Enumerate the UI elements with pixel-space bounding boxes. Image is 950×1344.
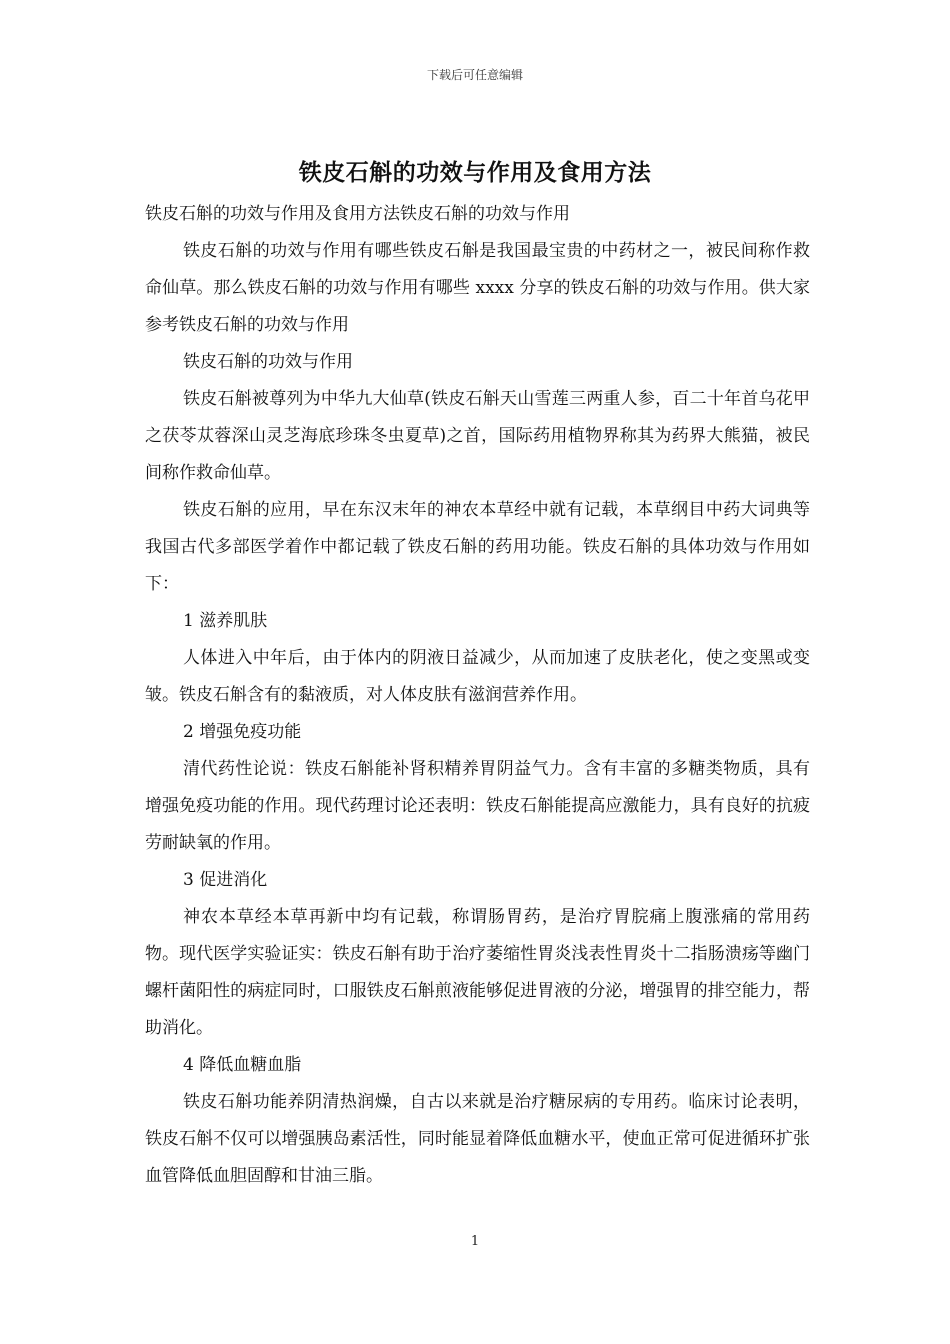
section-heading: 1 滋养肌肤: [183, 611, 268, 631]
paragraph: 人体进入中年后，由于体内的阴液日益减少，从而加速了皮肤老化，使之变黑或变皱。铁皮石斛含有的黏液质，对人体皮肤有滋润营养作用。: [145, 648, 810, 705]
paragraph: 铁皮石斛的应用，早在东汉末年的神农本草经中就有记载，本草纲目中药大词典等我国古代多部医学着作中都记载了铁皮石斛的药用功能。铁皮石斛的具体功效与作用如下：: [145, 500, 810, 594]
paragraph: 铁皮石斛被尊列为中华九大仙草(铁皮石斛天山雪莲三两重人参，百二十年首乌花甲之茯苓苁蓉深山灵芝海底珍珠冬虫夏草)之首，国际药用植物界称其为药界大熊猫，被民间称作救命仙草。: [145, 389, 810, 483]
paragraph-subtitle: 铁皮石斛的功效与作用及食用方法铁皮石斛的功效与作用: [145, 204, 570, 224]
page-number: 1: [470, 1234, 480, 1249]
paragraph: 铁皮石斛功能养阴清热润燥，自古以来就是治疗糖尿病的专用药。临床讨论表明，铁皮石斛不仅可以增强胰岛素活性，同时能显着降低血糖水平，使血正常可促进循环扩张血管降低血胆固醇和甘油三脂。: [145, 1092, 810, 1186]
section-heading: 4 降低血糖血脂: [183, 1055, 302, 1075]
section-heading: 铁皮石斛的功效与作用: [183, 352, 353, 372]
paragraph: 神农本草经本草再新中均有记载，称谓肠胃药，是治疗胃脘痛上腹涨痛的常用药物。现代医学实验证实：铁皮石斛有助于治疗萎缩性胃炎浅表性胃炎十二指肠溃疡等幽门螺杆菌阳性的病症同时，口服铁皮石斛煎液能够促进胃液的分泌，增强胃的排空能力，帮助消化。: [145, 907, 810, 1038]
document-body: [145, 196, 810, 1195]
page-header: 下载后可任意编辑: [426, 68, 523, 82]
paragraph-intro: 铁皮石斛的功效与作用有哪些铁皮石斛是我国最宝贵的中药材之一，被民间称作救命仙草。那么铁皮石斛的功效与作用有哪些 xxxx 分享的铁皮石斛的功效与作用。供大家参考铁皮石斛的功效与作用: [145, 241, 810, 335]
section-heading: 2 增强免疫功能: [183, 722, 302, 742]
document-title: 铁皮石斛的功效与作用及食用方法: [298, 159, 652, 186]
paragraph: 清代药性论说：铁皮石斛能补肾积精养胃阴益气力。含有丰富的多糖类物质，具有增强免疫功能的作用。现代药理讨论还表明：铁皮石斛能提高应激能力，具有良好的抗疲劳耐缺氧的作用。: [145, 759, 810, 853]
section-heading: 3 促进消化: [183, 870, 268, 890]
